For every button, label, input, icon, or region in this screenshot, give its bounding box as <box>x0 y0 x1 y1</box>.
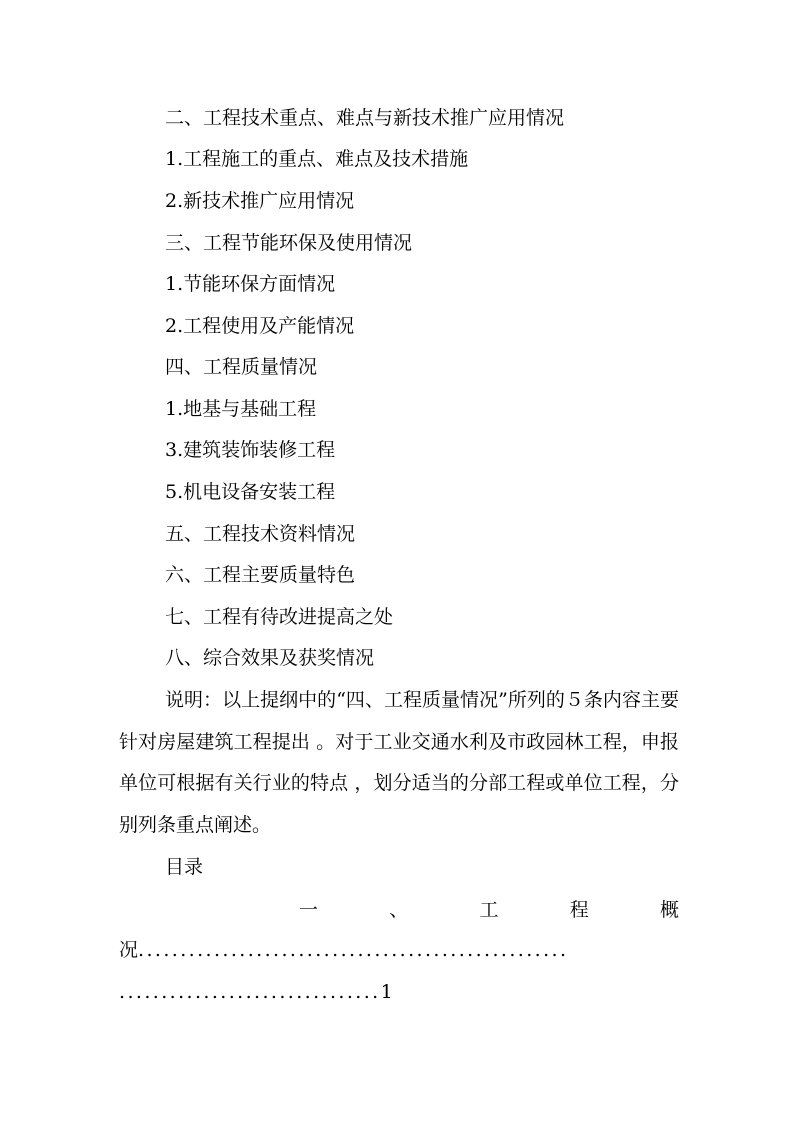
toc-entry-page-line <box>119 980 393 1004</box>
outline-item: 七、工程有待改进提高之处 <box>165 606 394 628</box>
outline-item: 3.建筑装饰装修工程 <box>165 439 336 461</box>
outline-item: 四、工程质量情况 <box>165 356 318 378</box>
toc-entry-char: 工 <box>479 899 499 921</box>
toc-entry-heading <box>119 898 679 922</box>
toc-title: 目录 <box>165 856 204 878</box>
outline-item: 三、工程节能环保及使用情况 <box>165 232 413 254</box>
toc-entry-char: 程 <box>569 899 589 921</box>
outline-item: 1.工程施工的重点、难点及技术措施 <box>165 148 469 170</box>
toc-entry-char: 、 <box>389 899 409 921</box>
outline-item: 5.机电设备安装工程 <box>165 481 336 503</box>
outline-item: 六、工程主要质量特色 <box>165 564 356 586</box>
outline-item: 二、工程技术重点、难点与新技术推广应用情况 <box>165 107 565 129</box>
toc-entry-cont: 况 <box>119 939 139 961</box>
note-paragraph: 说明：以上提纲中的“四、工程质量情况”所列的５条内容主要针对房屋建筑工程提出 。对于工业交通水利及市政园林工程，申报单位可根据有关行业的特点 ，划分适当的分部工程或单位工程，分别列条重点阐述。 <box>119 689 679 836</box>
outline-item: 1.节能环保方面情况 <box>165 273 336 295</box>
toc-entry-char: 一 <box>299 899 319 921</box>
toc-leader-dots: ............................... <box>119 981 381 1003</box>
toc-entry-leader-line <box>119 938 679 962</box>
outline-item: 2.工程使用及产能情况 <box>165 315 355 337</box>
outline-item: 八、综合效果及获奖情况 <box>165 647 375 669</box>
toc-leader-dots: ................................................... <box>138 939 569 961</box>
toc-entry-char: 概 <box>659 899 679 921</box>
outline-item: 五、工程技术资料情况 <box>165 523 356 545</box>
outline-item: 2.新技术推广应用情况 <box>165 190 355 212</box>
toc-page-number: 1 <box>380 981 393 1003</box>
outline-item: 1.地基与基础工程 <box>165 398 317 420</box>
